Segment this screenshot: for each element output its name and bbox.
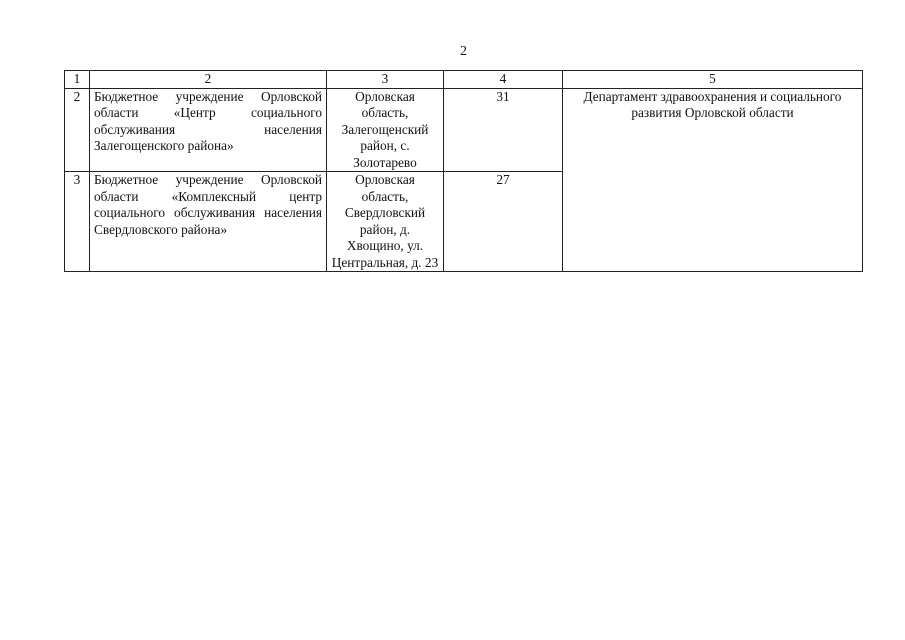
table-row [65, 88, 863, 172]
header-cell-1: 1 [65, 71, 90, 89]
row-number: 2 [65, 88, 90, 172]
institution-name: Бюджетное учреждение Орловской области «Комплексный центр социального обслуживания населения Свердловского района» [90, 172, 327, 272]
row-number: 3 [65, 172, 90, 272]
header-cell-5: 5 [563, 71, 863, 89]
table-header-row [65, 71, 863, 89]
header-cell-3: 3 [327, 71, 444, 89]
header-cell-4: 4 [444, 71, 563, 89]
institution-value: 31 [444, 88, 563, 172]
institution-name: Бюджетное учреждение Орловской области «Центр социального обслуживания населения Залегощенского района» [90, 88, 327, 172]
page-number: 2 [460, 44, 467, 59]
institution-address: Орловская область, Залегощенский район, с. Золотарево [327, 88, 444, 172]
institution-value: 27 [444, 172, 563, 272]
institution-address: Орловская область, Свердловский район, д. Хвощино, ул. Центральная, д. 23 [327, 172, 444, 272]
institutions-table [64, 70, 863, 272]
header-cell-2: 2 [90, 71, 327, 89]
department-cell: Департамент здравоохранения и социального развития Орловской области [563, 88, 863, 272]
